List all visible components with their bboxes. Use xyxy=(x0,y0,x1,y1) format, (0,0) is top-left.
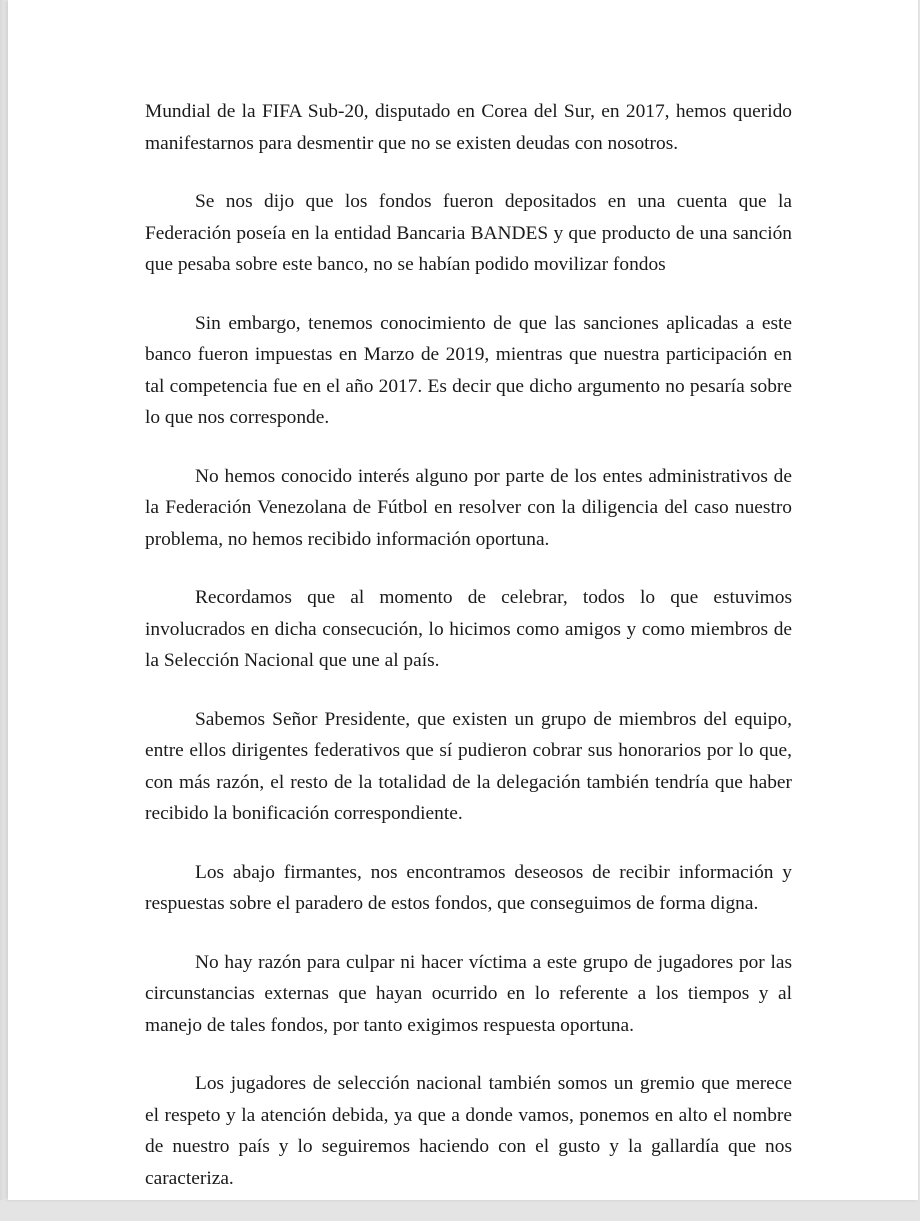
paragraph-7: Los abajo firmantes, nos encontramos deseosos de recibir información y respuestas sobre el paradero de estos fondos, que conseguimos de forma digna. xyxy=(145,861,792,914)
paragraph-2: Se nos dijo que los fondos fueron depositados en una cuenta que la Federación poseía en la entidad Bancaria BANDES y que producto de una sanción que pesaba sobre este banco, no se habían podido movilizar fondos xyxy=(145,191,792,275)
paragraph-3: Sin embargo, tenemos conocimiento de que las sanciones aplicadas a este banco fueron impuestas en Marzo de 2019, mientras que nuestra participación en tal competencia fue en el año 2017. Es decir que dicho argumento no pesaría sobre lo que nos corresponde. xyxy=(145,312,792,428)
document-page xyxy=(8,0,918,1200)
paragraph-9: Los jugadores de selección nacional también somos un gremio que merece el respeto y la atención debida, ya que a donde vamos, ponemos en alto el nombre de nuestro país y lo seguiremos haciendo con el gusto y la gallardía que nos caracteriza. xyxy=(145,1073,792,1189)
paragraph-5: Recordamos que al momento de celebrar, todos lo que estuvimos involucrados en dicha consecución, lo hicimos como amigos y como miembros de la Selección Nacional que une al país. xyxy=(145,587,792,671)
paragraph-8: No hay razón para culpar ni hacer víctima a este grupo de jugadores por las circunstancias externas que hayan ocurrido en lo referente a los tiempos y al manejo de tales fondos, por tanto exigimos respuesta oportuna. xyxy=(145,951,792,1036)
paragraph-4: No hemos conocido interés alguno por parte de los entes administrativos de la Federación Venezolana de Fútbol en resolver con la diligencia del caso nuestro problema, no hemos recibido información oportuna. xyxy=(145,465,792,550)
paragraph-6: Sabemos Señor Presidente, que existen un grupo de miembros del equipo, entre ellos dirigentes federativos que sí pudieron cobrar sus honorarios por lo que, con más razón, el resto de la totalidad de la delegación también tendría que haber recibido la bonificación correspondiente. xyxy=(145,708,792,824)
page-shadow-edge xyxy=(0,0,8,1200)
paragraph-1: Mundial de la FIFA Sub-20, disputado en Corea del Sur, en 2017, hemos querido manifestarnos para desmentir que no se existen deudas con nosotros. xyxy=(145,101,792,154)
document-body xyxy=(145,96,792,1221)
